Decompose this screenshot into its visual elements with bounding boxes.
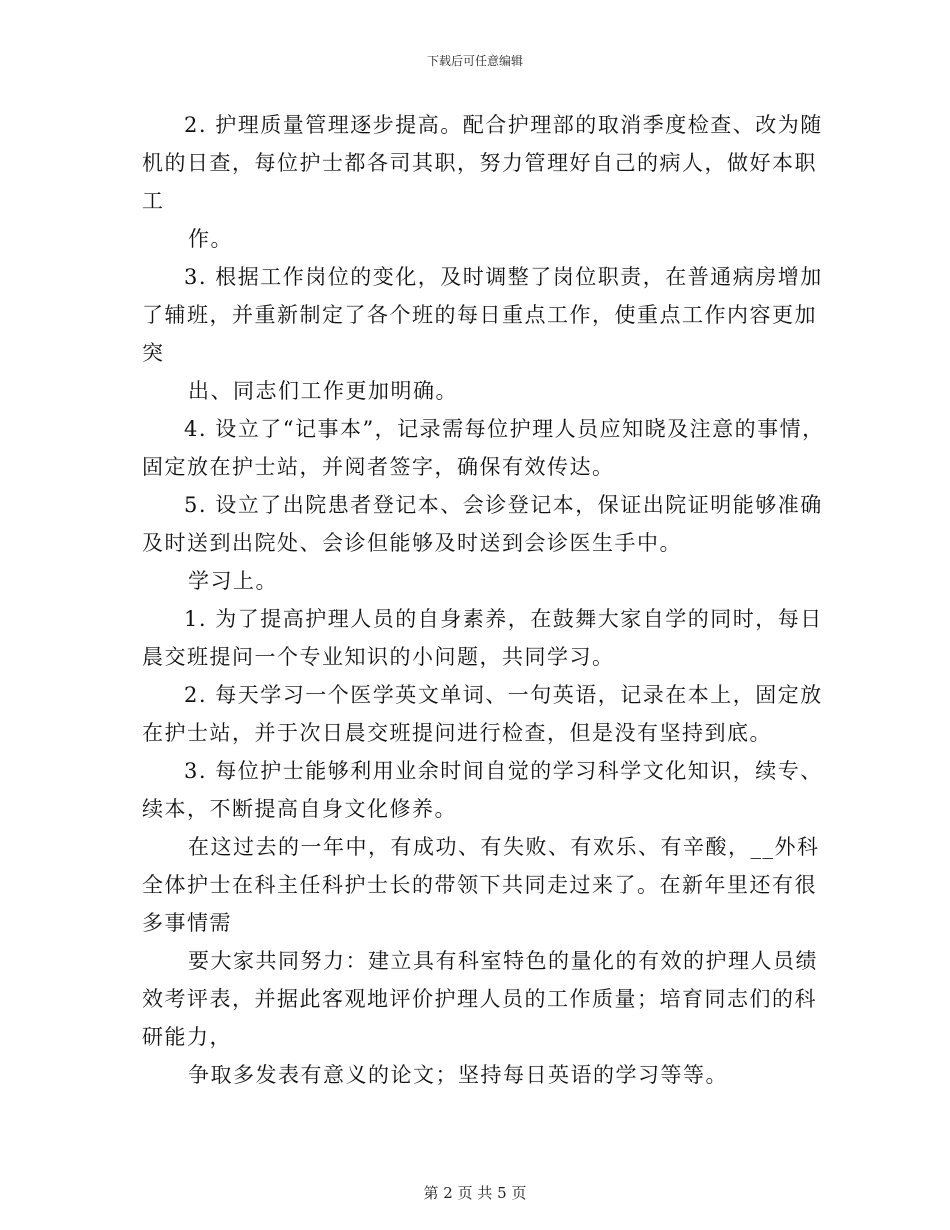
text-line: 在这过去的一年中，有成功、有失败、有欢乐、有辛酸，__外科 (188, 835, 820, 859)
text-line: 3. 每位护士能够利用业余时间自觉的学习科学文化知识，续专、 (184, 759, 823, 783)
page-footer: 第 2 页 共 5 页 (423, 1184, 527, 1202)
text-line: 效考评表，并据此客观地评价护理人员的工作质量；培育同志们的科 (142, 987, 817, 1011)
text-line: 晨交班提问一个专业知识的小问题，共同学习。 (142, 645, 615, 669)
text-line: 固定放在护士站，并阅者签字，确保有效传达。 (142, 455, 615, 479)
text-line: 续本，不断提高自身文化修养。 (142, 797, 457, 821)
text-line: 多事情需 (142, 911, 232, 935)
text-line: 4. 设立了“记事本”，记录需每位护理人员应知晓及注意的事情， (184, 417, 825, 441)
text-line: 3. 根据工作岗位的变化，及时调整了岗位职责，在普通病房增加 (184, 265, 823, 289)
text-line: 学习上。 (188, 569, 278, 593)
text-line: 要大家共同努力：建立具有科室特色的量化的有效的护理人员绩 (188, 949, 818, 973)
text-line: 争取多发表有意义的论文；坚持每日英语的学习等等。 (188, 1063, 728, 1087)
page-header: 下载后可任意编辑 (426, 54, 523, 68)
text-line: 全体护士在科主任科护士长的带领下共同走过来了。在新年里还有很 (142, 873, 817, 897)
text-line: 研能力， (142, 1025, 232, 1049)
text-line: 出、同志们工作更加明确。 (188, 379, 458, 403)
text-line: 1. 为了提高护理人员的自身素养，在鼓舞大家自学的同时，每日 (184, 607, 823, 631)
text-line: 工 (142, 189, 165, 213)
text-line: 2. 每天学习一个医学英文单词、一句英语，记录在本上，固定放 (184, 683, 823, 707)
text-line: 在护士站，并于次日晨交班提问进行检查，但是没有坚持到底。 (142, 721, 772, 745)
text-line: 及时送到出院处、会诊但能够及时送到会诊医生手中。 (142, 531, 682, 555)
text-line: 作。 (188, 227, 233, 251)
text-line: 2. 护理质量管理逐步提高。配合护理部的取消季度检查、改为随 (184, 113, 823, 137)
text-line: 机的日查，每位护士都各司其职，努力管理好自己的病人，做好本职 (142, 151, 817, 175)
text-line: 突 (142, 341, 165, 365)
text-line: 了辅班，并重新制定了各个班的每日重点工作，使重点工作内容更加 (142, 303, 817, 327)
document-body (142, 106, 825, 1094)
text-line: 5. 设立了出院患者登记本、会诊登记本，保证出院证明能够准确 (184, 493, 823, 517)
